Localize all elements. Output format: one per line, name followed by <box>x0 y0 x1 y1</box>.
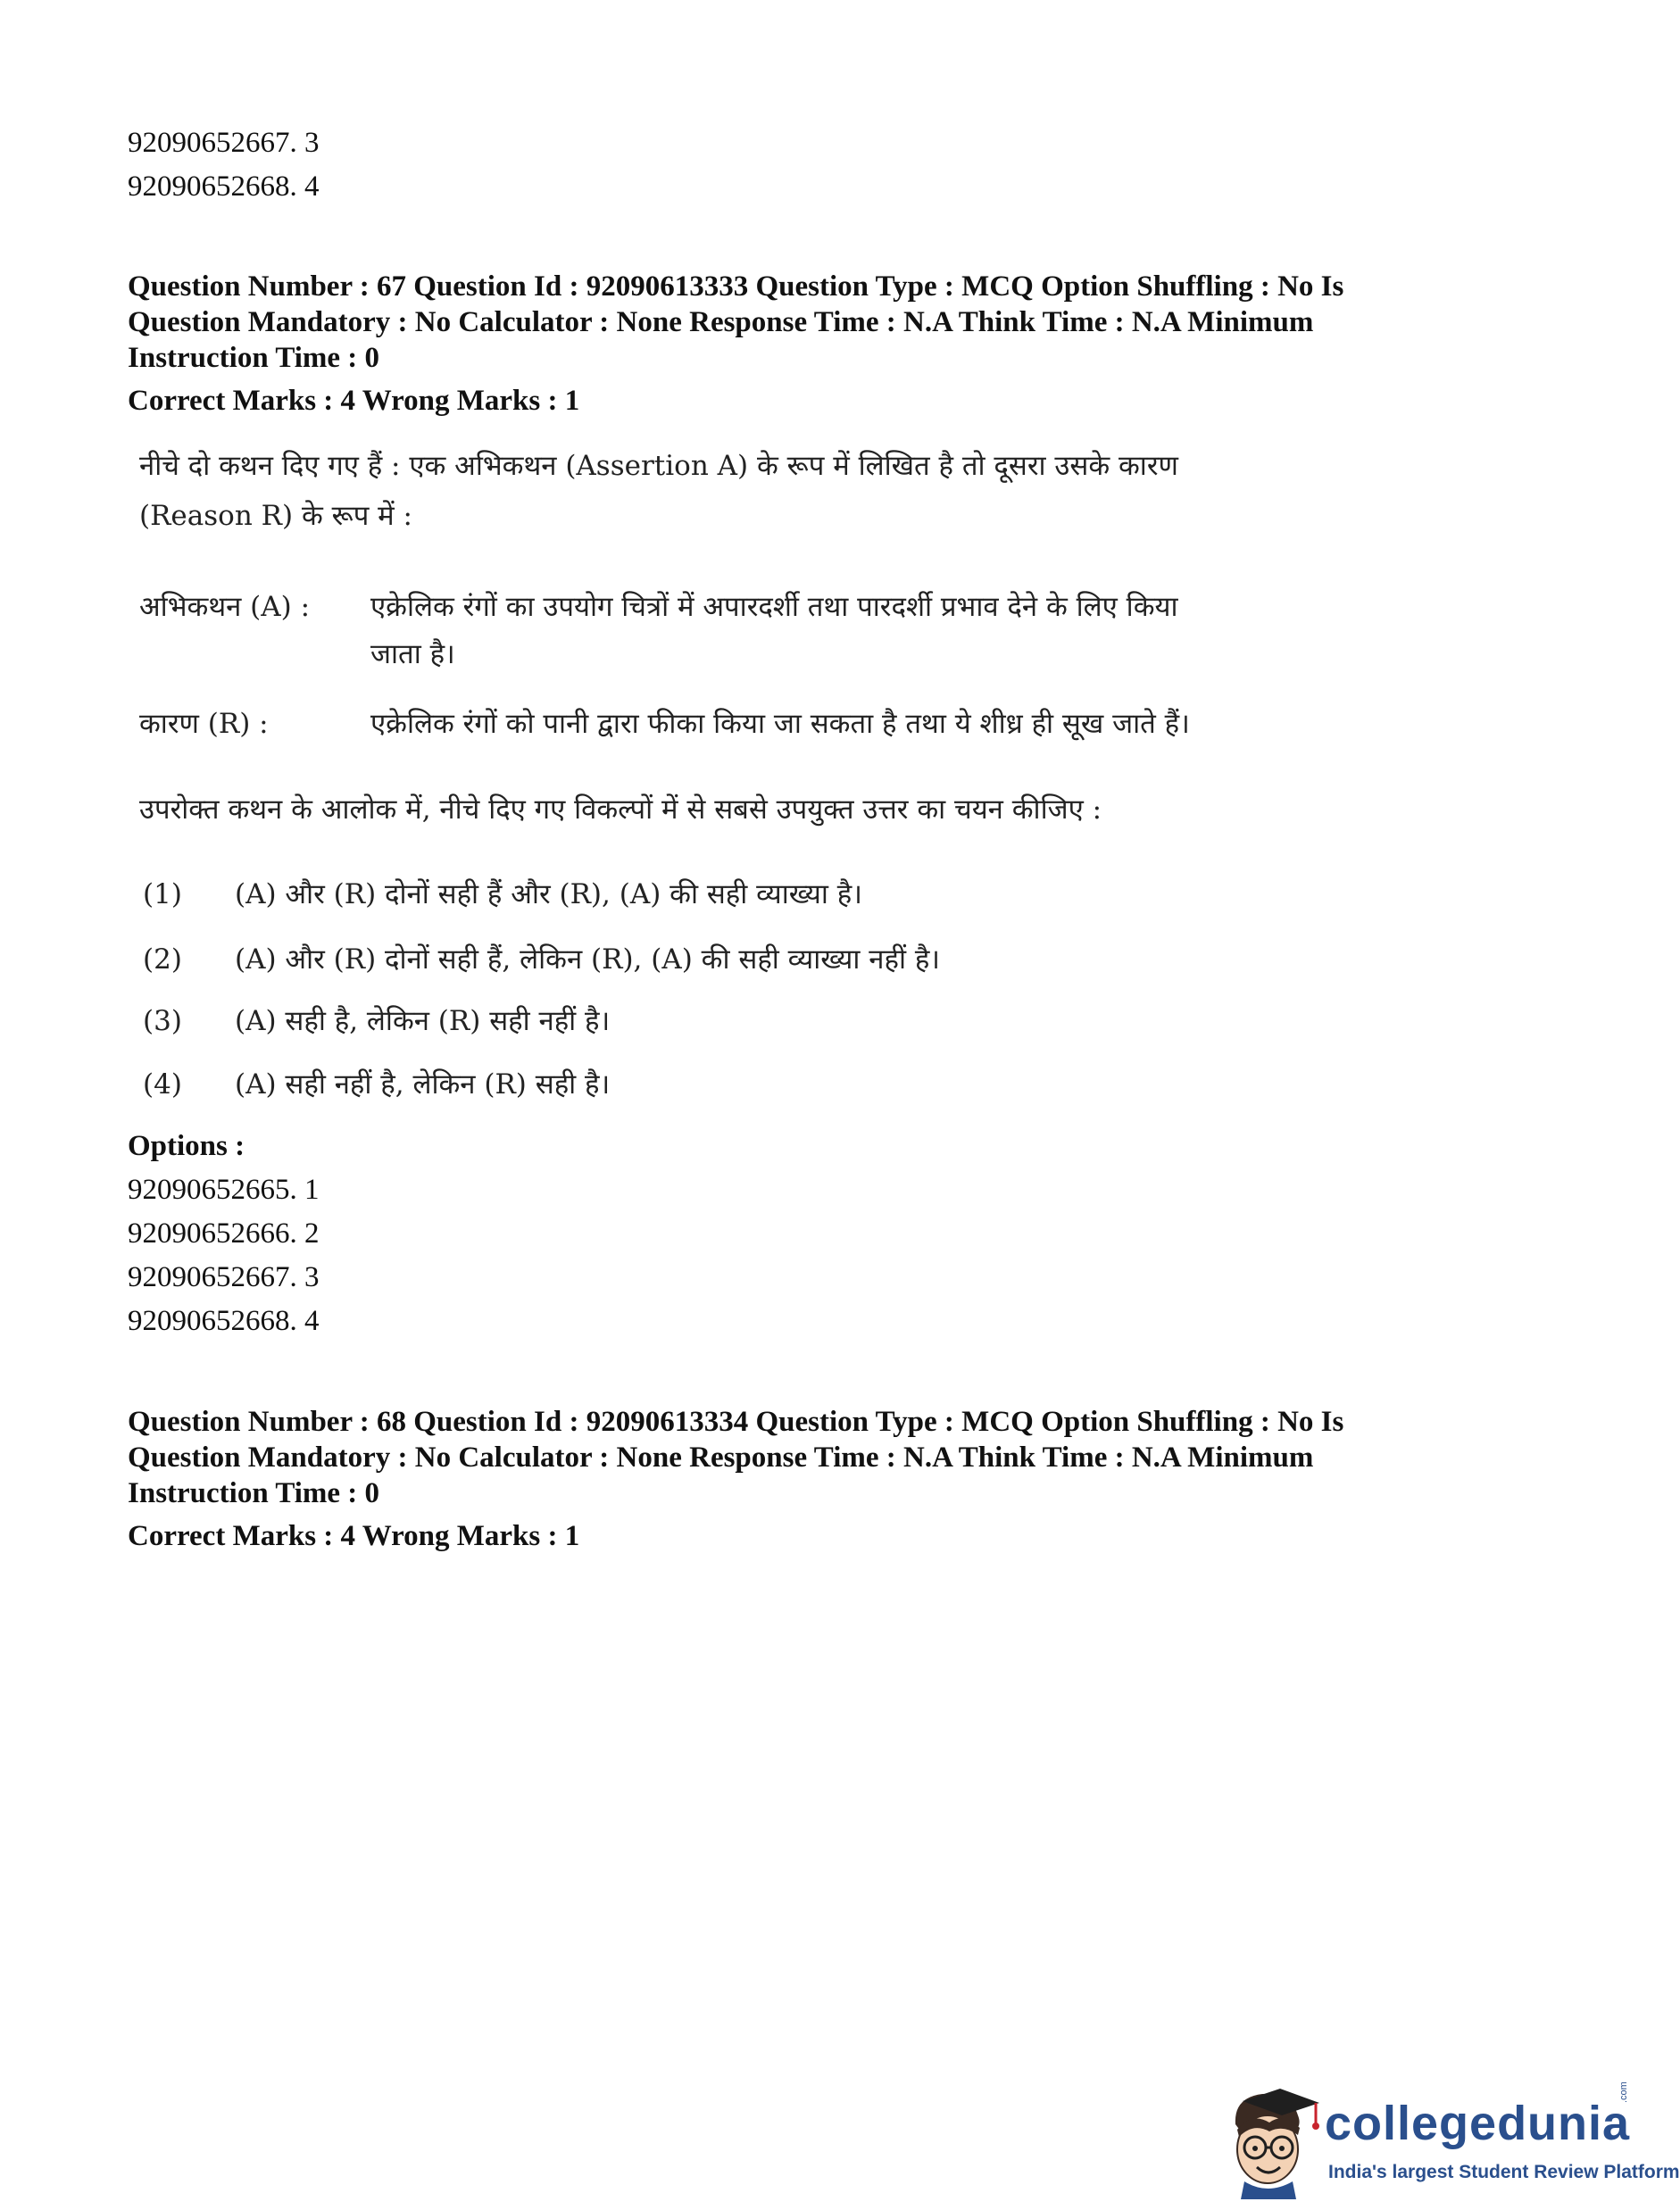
q67-assertion-line-2: जाता है। <box>370 638 455 670</box>
q67-reason-label: कारण (R) : <box>139 708 269 740</box>
q68-meta-line-3: Instruction Time : 0 <box>128 1477 380 1509</box>
mascot-icon <box>1216 2085 1323 2201</box>
q67-intro-line-2: (Reason R) के रूप में : <box>139 500 412 532</box>
q67-meta-line-1: Question Number : 67 Question Id : 92090613333 Question Type : MCQ Option Shuffling : No Is <box>128 270 1344 303</box>
q68-meta-line-2: Question Mandatory : No Calculator : None Response Time : N.A Think Time : N.A Minimum <box>128 1441 1314 1474</box>
q67-reason-text: एक्रेलिक रंगों को पानी द्वारा फीका किया जा सकता है तथा ये शीध्र ही सूख जाते हैं। <box>370 708 1190 740</box>
prev-option-4: 92090652668. 4 <box>128 170 320 203</box>
q68-marks: Correct Marks : 4 Wrong Marks : 1 <box>128 1520 580 1552</box>
logo-suffix: .com <box>1618 2081 1629 2103</box>
q67-choice-3-text: (A) सही है, लेकिन (R) सही नहीं है। <box>235 1005 611 1037</box>
q67-choice-4-num: (4) <box>143 1068 182 1101</box>
q67-choice-3-num: (3) <box>143 1005 182 1037</box>
q67-assertion-label: अभिकथन (A) : <box>139 591 311 623</box>
q67-assertion-line-1: एक्रेलिक रंगों का उपयोग चित्रों में अपारदर्शी तथा पारदर्शी प्रभाव देने के लिए किया <box>370 591 1178 623</box>
prev-option-3: 92090652667. 3 <box>128 127 320 159</box>
q67-option-1: 92090652665. 1 <box>128 1174 320 1206</box>
logo-wordmark: collegedunia <box>1325 2097 1631 2150</box>
q67-instruction: उपरोक्त कथन के आलोक में, नीचे दिए गए विकल्पों में से सबसे उपयुक्त उत्तर का चयन कीजिए : <box>139 793 1102 826</box>
q67-choice-1-num: (1) <box>143 878 182 910</box>
q67-marks: Correct Marks : 4 Wrong Marks : 1 <box>128 385 580 417</box>
q67-option-3: 92090652667. 3 <box>128 1261 320 1293</box>
collegedunia-logo <box>1216 2081 1680 2201</box>
q67-choice-1-text: (A) और (R) दोनों सही हैं और (R), (A) की सही व्याख्या है। <box>235 878 862 910</box>
logo-tagline: India's largest Student Review Platform <box>1328 2162 1680 2182</box>
q67-choice-2-num: (2) <box>143 943 182 976</box>
q67-meta-line-2: Question Mandatory : No Calculator : None Response Time : N.A Think Time : N.A Minimum <box>128 306 1314 338</box>
q67-meta-line-3: Instruction Time : 0 <box>128 342 380 374</box>
q67-options-label: Options : <box>128 1130 245 1162</box>
q67-option-4: 92090652668. 4 <box>128 1305 320 1337</box>
q67-option-2: 92090652666. 2 <box>128 1217 320 1250</box>
q68-meta-line-1: Question Number : 68 Question Id : 92090613334 Question Type : MCQ Option Shuffling : No Is <box>128 1406 1344 1438</box>
q67-choice-4-text: (A) सही नहीं है, लेकिन (R) सही है। <box>235 1068 611 1101</box>
q67-choice-2-text: (A) और (R) दोनों सही हैं, लेकिन (R), (A) की सही व्याख्या नहीं है। <box>235 943 941 976</box>
q67-intro-line-1: नीचे दो कथन दिए गए हैं : एक अभिकथन (Assertion A) के रूप में लिखित है तो दूसरा उसके कारण <box>139 450 1178 482</box>
